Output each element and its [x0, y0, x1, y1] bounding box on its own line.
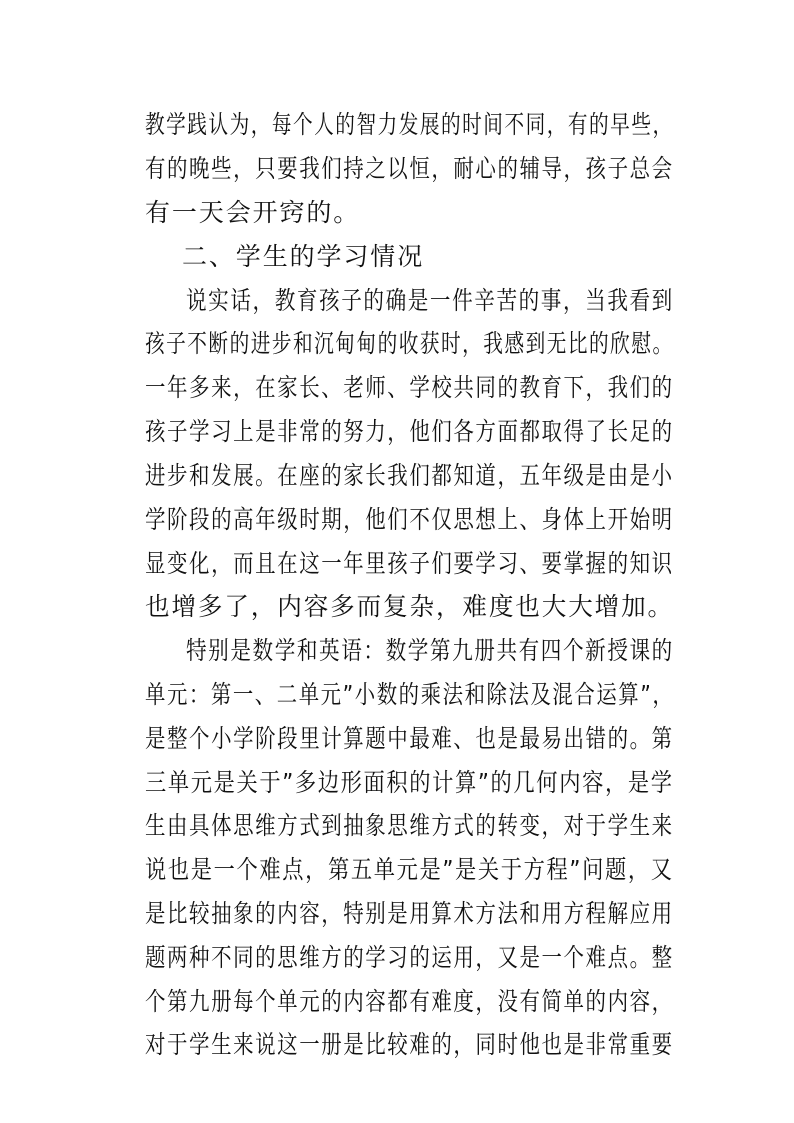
text-line: 是比较抽象的内容，特别是用算术方法和用方程解应用 — [145, 899, 674, 928]
text-line: 生由具体思维方式到抽象思维方式的转变，对于学生来 — [145, 811, 674, 840]
text-line: 是整个小学阶段里计算题中最难、也是最易出错的。第 — [145, 724, 674, 753]
text-line: 个第九册每个单元的内容都有难度，没有简单的内容， — [145, 987, 674, 1016]
text-line: 也增多了，内容多而复杂，难度也大大增加。 — [145, 592, 675, 621]
text-line: 说也是一个难点，第五单元是”是关于方程”问题，又 — [145, 855, 674, 884]
text-line: 有一天会开窍的。 — [145, 198, 361, 227]
text-line: 孩子学习上是非常的努力，他们各方面都取得了长足的 — [145, 417, 674, 446]
text-line: 显变化，而且在这一年里孩子们要学习、要掌握的知识 — [145, 549, 674, 578]
text-line: 一年多来，在家长、老师、学校共同的教育下，我们的 — [145, 373, 674, 402]
section-heading: 二、学生的学习情况 — [182, 242, 425, 271]
text-line: 学阶段的高年级时期，他们不仅思想上、身体上开始明 — [145, 505, 674, 534]
text-line: 有的晚些，只要我们持之以恒，耐心的辅导，孩子总会 — [145, 154, 674, 183]
text-line: 对于学生来说这一册是比较难的，同时他也是非常重要 — [145, 1030, 674, 1059]
text-line: 教学践认为，每个人的智力发展的时间不同，有的早些， — [145, 110, 674, 139]
text-line: 进步和发展。在座的家长我们都知道，五年级是由是小 — [145, 461, 674, 490]
text-line: 单元：第一、二单元”小数的乘法和除法及混合运算”， — [145, 680, 675, 709]
text-line: 说实话，教育孩子的确是一件辛苦的事，当我看到 — [186, 286, 674, 315]
text-line: 题两种不同的思维方的学习的运用，又是一个难点。整 — [145, 943, 674, 972]
text-line: 孩子不断的进步和沉甸甸的收获时，我感到无比的欣慰。 — [145, 329, 674, 358]
text-line: 三单元是关于”多边形面积的计算”的几何内容，是学 — [145, 768, 674, 797]
text-line: 特别是数学和英语：数学第九册共有四个新授课的 — [186, 636, 674, 665]
